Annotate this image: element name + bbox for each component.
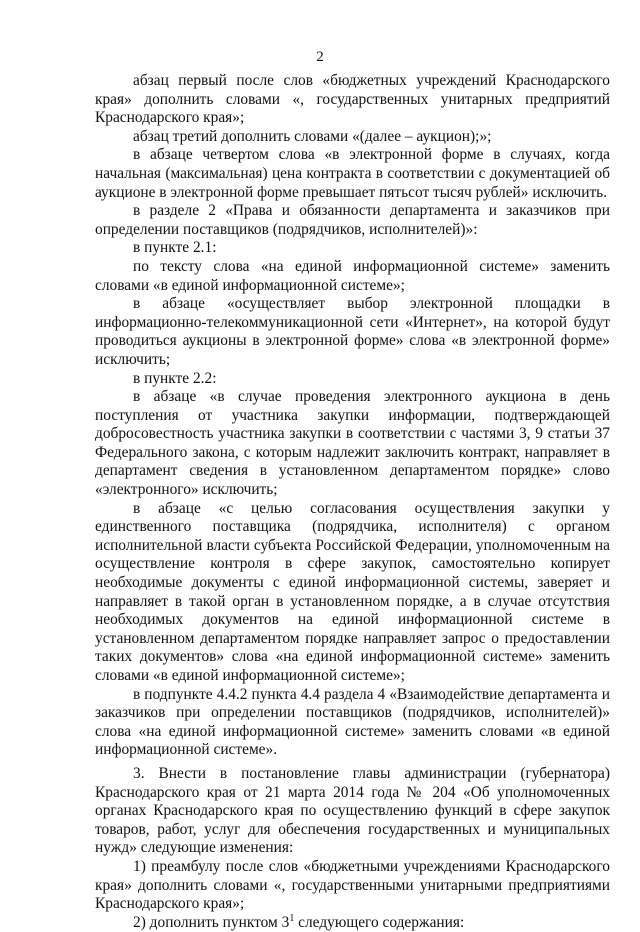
- page-number: 2: [316, 49, 324, 65]
- paragraph: абзац первый после слов «бюджетных учреждений Краснодарского края» дополнить словами «, государственных унитарных предприятий Краснодарского края»;: [95, 72, 610, 127]
- paragraph: абзац третий дополнить словами «(далее – аукцион);»;: [133, 127, 492, 145]
- paragraph: в абзаце «в случае проведения электронного аукциона в день поступления от участника закупки информации, подтверждающей добросовестность участника закупки в соответствии с частями 3, 9 статьи 37 Федерального закона, с которым надлежит заключить контракт, направляет в департамент сведения в установленном департаментом порядке» слово «электронного» исключить;: [95, 388, 610, 499]
- paragraph-text: следующего содержания:: [294, 913, 465, 931]
- paragraph: в абзаце «с целью согласования осуществления закупки у единственного поставщика (подрядчика, исполнителя) с органом исполнительной власти субъекта Российской Федерации, уполномоченным на осуществление контроля в сфере закупок, самостоятельно копирует необходимые документы с единой информационной системы, заверяет и направляет в такой орган в установленном порядке, а в случае отсутствия необходимых документов на единой информационной системе в установленном департаментом порядке направляет запрос о предоставлении таких документов» слова «на единой информационной системе» заменить словами «в единой информационной системе»;: [95, 499, 610, 684]
- paragraph-text: 2) дополнить пунктом 3: [133, 913, 290, 931]
- paragraph: в пункте 2.2:: [133, 369, 217, 387]
- paragraph: 1) преамбулу после слов «бюджетными учреждениями Краснодарского края» дополнить словами «, государственными унитарными предприятиями Краснодарского края»;: [95, 857, 610, 913]
- paragraph: в пункте 2.1:: [133, 239, 217, 257]
- paragraph: в разделе 2 «Права и обязанности департамента и заказчиков при определении поставщиков (подрядчиков, исполнителей)»:: [95, 202, 610, 238]
- paragraph: в абзаце четвертом слова «в электронной форме в случаях, когда начальная (максимальная) цена контракта в соответствии с документацией об аукционе в электронной форме превышает пятьсот тысяч рублей» исключить.: [95, 146, 610, 201]
- superscript: 1: [289, 912, 295, 924]
- paragraph: [95, 914, 610, 932]
- document-body: [95, 72, 610, 932]
- paragraph: в абзаце «осуществляет выбор электронной площадки в информационно-телекоммуникационной сети «Интернет», на которой будут проводиться аукционы в электронной форме» слова «в электронной форме» исключить;: [95, 295, 610, 368]
- paragraph: в подпункте 4.4.2 пункта 4.4 раздела 4 «Взаимодействие департамента и заказчиков при определении поставщиков (подрядчиков, исполнителей)» слова «на единой информационной системе» заменить словами «в единой информационной системе».: [95, 685, 610, 759]
- paragraph: по тексту слова «на единой информационной системе» заменить словами «в единой информационной системе»;: [95, 257, 610, 294]
- paragraph: 3. Внести в постановление главы администрации (губернатора) Краснодарского края от 21 марта 2014 года № 204 «Об уполномоченных органах Краснодарского края по осуществлению функций в сфере закупок товаров, работ, услуг для обеспечения государственных и муниципальных нужд» следующие изменения:: [95, 764, 610, 857]
